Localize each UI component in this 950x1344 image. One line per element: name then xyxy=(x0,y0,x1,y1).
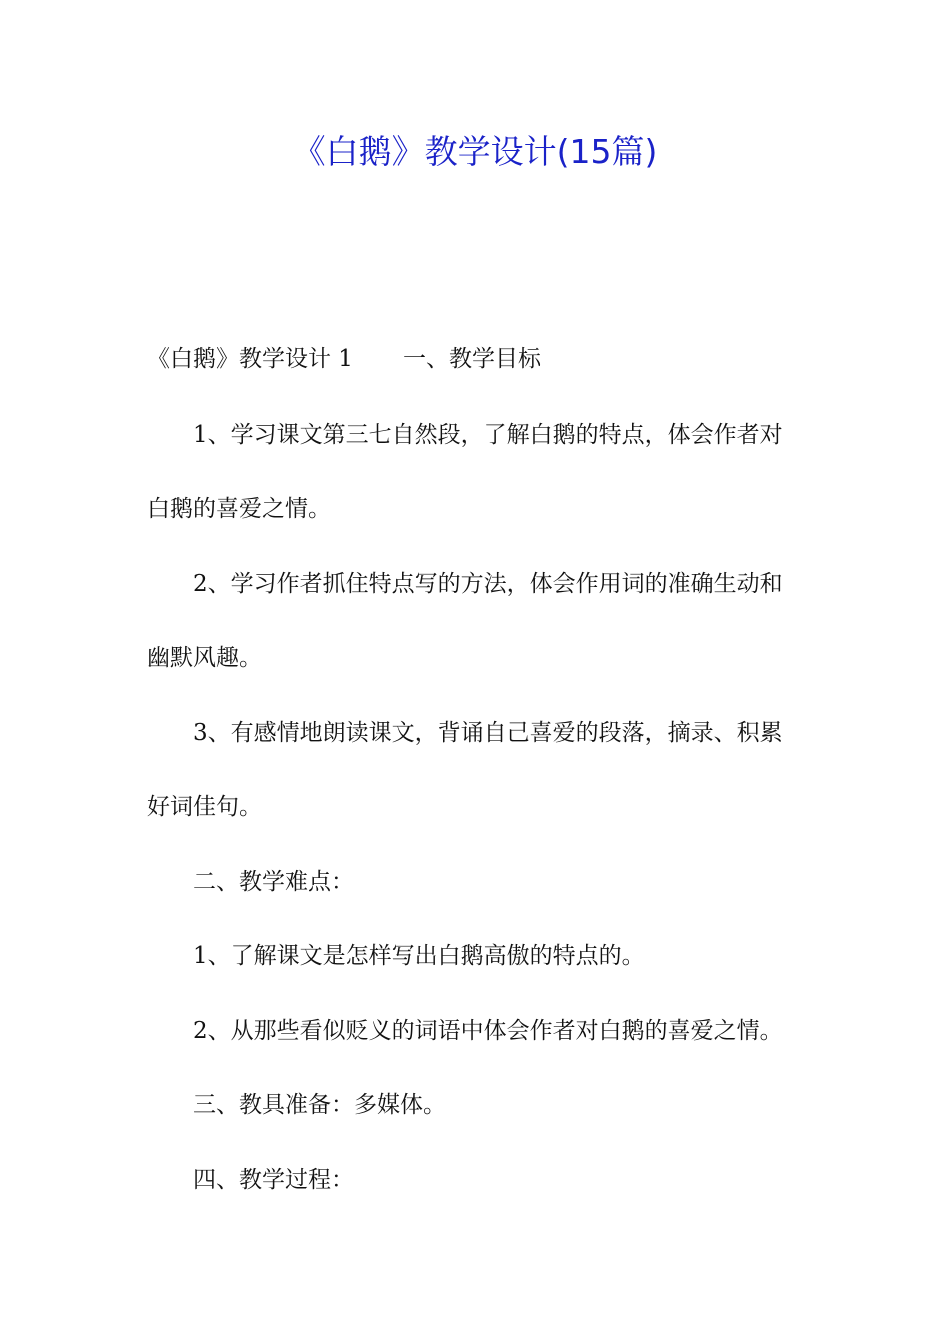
paragraph-line: 幽默风趣。 xyxy=(147,645,262,671)
paragraph-line: 2、学习作者抓住特点写的方法，体会作用词的准确生动和 xyxy=(193,571,783,597)
paragraph-line: 1、学习课文第三七自然段，了解白鹅的特点，体会作者对 xyxy=(193,422,783,448)
paragraph-line: 白鹅的喜爱之情。 xyxy=(147,496,331,522)
section-title: 《白鹅》教学设计 1 xyxy=(147,346,353,372)
paragraph-line: 四、教学过程： xyxy=(193,1167,354,1193)
paragraph-line: 三、教具准备：多媒体。 xyxy=(193,1092,446,1118)
paragraph-line: 好词佳句。 xyxy=(147,794,262,820)
section-heading-line xyxy=(147,341,807,377)
paragraph-line: 二、教学难点： xyxy=(193,869,354,895)
paragraph-line: 3、有感情地朗读课文，背诵自己喜爱的段落，摘录、积累 xyxy=(193,720,783,746)
section-subheading: 一、教学目标 xyxy=(402,346,541,372)
paragraph-line: 2、从那些看似贬义的词语中体会作者对白鹅的喜爱之情。 xyxy=(193,1018,783,1044)
paragraph-line: 1、了解课文是怎样写出白鹅高傲的特点的。 xyxy=(193,943,645,969)
document-title: 《白鹅》教学设计(15篇) xyxy=(292,132,658,171)
